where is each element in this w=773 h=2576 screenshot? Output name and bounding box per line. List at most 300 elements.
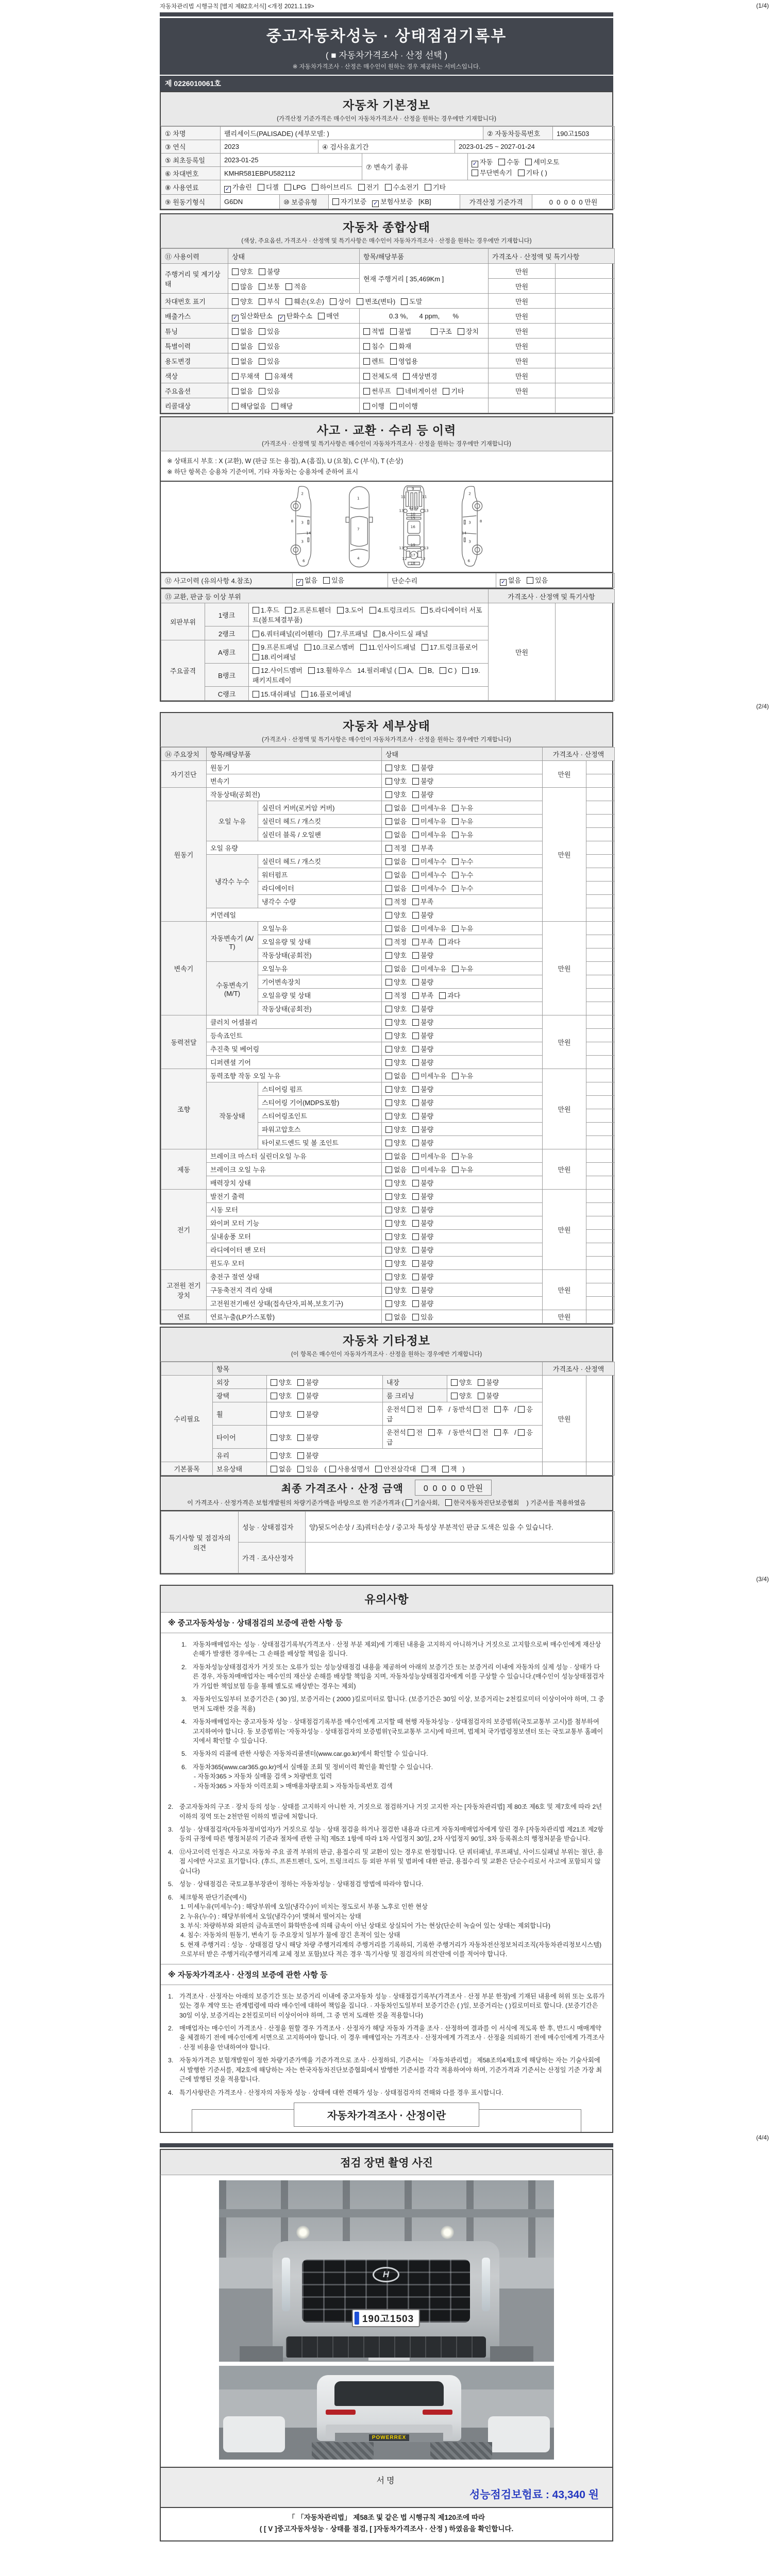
- transmission-options: [468, 154, 615, 180]
- checkbox-있음[interactable]: [259, 328, 265, 335]
- checkbox-매연[interactable]: [318, 313, 325, 319]
- checkbox-미세누수[interactable]: [412, 858, 419, 865]
- label-accident-history: ⑫ 사고이력 (유의사항 4.참조): [161, 573, 293, 588]
- checkbox-부족[interactable]: [412, 845, 419, 852]
- checkbox-11.인사이드패널[interactable]: [360, 644, 367, 651]
- checkbox-해당[interactable]: [272, 403, 278, 410]
- checkbox-사용설명서[interactable]: [329, 1466, 336, 1472]
- transmission-checkboxes-2: [472, 167, 611, 177]
- checkbox-LPG[interactable]: [284, 184, 291, 191]
- background-car-left: [223, 2416, 285, 2452]
- checkbox-자기보증[interactable]: [332, 198, 339, 205]
- checkbox-미세누유[interactable]: [412, 965, 419, 972]
- checkbox-3.도어[interactable]: [337, 607, 344, 614]
- checkbox-12.사이드멤버[interactable]: [253, 667, 259, 674]
- checkbox-양호[interactable]: [451, 1393, 458, 1399]
- checkbox-부식[interactable]: [259, 298, 265, 305]
- checkbox-양호[interactable]: [271, 1379, 277, 1386]
- checkbox-양호[interactable]: [385, 1220, 392, 1227]
- checkbox-불량[interactable]: [478, 1379, 484, 1386]
- checkbox-불량[interactable]: [412, 1059, 419, 1066]
- checkbox-불량[interactable]: [412, 1274, 419, 1280]
- checkbox-적정[interactable]: [385, 899, 392, 905]
- value-engine-type: G6DN: [221, 195, 280, 209]
- checkbox-불량[interactable]: [297, 1393, 304, 1399]
- checkbox-하이브리드[interactable]: [312, 184, 318, 191]
- remarks-cell: [586, 1376, 615, 1462]
- checkbox-불량[interactable]: [412, 778, 419, 785]
- checkbox-네비게이션[interactable]: [397, 388, 404, 395]
- checkbox-불량[interactable]: [412, 912, 419, 919]
- checkbox-불량[interactable]: [412, 1300, 419, 1307]
- checkbox-양호[interactable]: [385, 1126, 392, 1133]
- vehicle-front: [273, 2241, 499, 2358]
- checkbox-부족[interactable]: [412, 899, 419, 905]
- checkbox-label: 있음: [267, 387, 280, 395]
- checkbox-없음[interactable]: [385, 885, 392, 892]
- checkbox-무채색[interactable]: [232, 373, 239, 380]
- checkbox-많음[interactable]: [232, 283, 239, 290]
- checkbox-없음[interactable]: [385, 1153, 392, 1160]
- checkbox-양호[interactable]: [385, 1019, 392, 1026]
- checkbox-있음[interactable]: [259, 388, 265, 395]
- checkbox-전[interactable]: [474, 1429, 480, 1436]
- checkbox-label: 양호: [394, 1300, 407, 1308]
- checkbox-응급[interactable]: [518, 1429, 525, 1436]
- checkbox-안전삼각대[interactable]: [375, 1466, 382, 1472]
- checkbox-잭[interactable]: [442, 1466, 449, 1472]
- device-group-원동기: 원동기: [161, 788, 207, 922]
- table-row: [161, 368, 615, 383]
- diagram-label-1: 1: [357, 496, 360, 501]
- checkbox-없음[interactable]: [232, 358, 239, 365]
- checkbox-양호[interactable]: [385, 1059, 392, 1066]
- checkbox-도말[interactable]: [401, 298, 408, 305]
- checkbox-불량[interactable]: [412, 1099, 419, 1106]
- price-cell: 만원: [543, 1069, 586, 1149]
- price-cell: 만원: [489, 603, 556, 701]
- checkbox-누유[interactable]: [452, 965, 459, 972]
- checkbox-영업용[interactable]: [390, 358, 397, 365]
- checkbox-label: 양호: [394, 1032, 407, 1040]
- checkbox-4.트렁크리드[interactable]: [369, 607, 376, 614]
- checkbox-양호[interactable]: [385, 952, 392, 959]
- lift-arm-right: [490, 2346, 533, 2362]
- checkbox-적정[interactable]: [385, 845, 392, 852]
- checkbox-6.쿼터패널(리어휀더)[interactable]: [253, 631, 259, 637]
- checkbox-적법[interactable]: [363, 328, 370, 335]
- checkbox-없음[interactable]: ✓: [500, 579, 506, 585]
- checkbox-무단변속기[interactable]: [472, 170, 478, 176]
- checkbox-불량[interactable]: [412, 1086, 419, 1093]
- checkbox-label: 불량: [421, 1260, 434, 1267]
- checkbox-불량[interactable]: [412, 791, 419, 798]
- checkbox-양호[interactable]: [385, 1193, 392, 1200]
- checkbox-후[interactable]: [494, 1406, 501, 1413]
- checkbox-미세누유[interactable]: [412, 1073, 419, 1079]
- notice-subitem: 1. 미세누유(미세누수) : 해당부위에 오일(냉각수)이 비치는 정도로서 부품 노후로 인한 현상: [180, 1903, 428, 1911]
- vehicle-rear: [317, 2375, 461, 2441]
- checkbox-불량[interactable]: [412, 1032, 419, 1039]
- exterior-checkboxes: [267, 1376, 383, 1389]
- checkbox-label: 10.크로스멤버: [312, 643, 355, 651]
- checkbox-후[interactable]: [494, 1429, 501, 1436]
- checkbox-수동[interactable]: [498, 159, 505, 165]
- checkbox-양호[interactable]: [385, 1207, 392, 1213]
- remarks-cell: [586, 1216, 615, 1230]
- checkbox-불량[interactable]: [297, 1411, 304, 1418]
- checkbox-전체도색[interactable]: [363, 373, 370, 380]
- checkbox-없음[interactable]: [385, 1166, 392, 1173]
- checkbox-탄화수소[interactable]: ✓: [279, 314, 284, 321]
- checkbox-양호[interactable]: [271, 1452, 277, 1459]
- checkbox-label: 훼손(오손): [294, 297, 325, 306]
- checkbox-label: 상이: [338, 297, 351, 306]
- checkbox-없음[interactable]: [385, 1073, 392, 1079]
- checkbox-불량[interactable]: [259, 268, 265, 275]
- inspector-comment: 양)뒷도어손상 / 조)쿼터손상 / 중고차 특성상 부분적인 판금 도색은 있을 수 있습니다.: [306, 1512, 615, 1543]
- checkbox-불량[interactable]: [412, 952, 419, 959]
- checkbox-불량[interactable]: [297, 1434, 304, 1441]
- remarks-cell: [556, 324, 615, 338]
- checkbox-label: 17.트렁크플로어: [429, 643, 478, 651]
- checkbox-A,[interactable]: [399, 667, 406, 674]
- checkbox-8.사이드실 패널[interactable]: [374, 631, 380, 637]
- cell: 수동변속기 (M/T): [207, 962, 258, 1015]
- checkbox-양호[interactable]: [385, 1086, 392, 1093]
- checkbox-label: 12.사이드멤버: [261, 667, 303, 674]
- definition-box-title: 자동차가격조사 · 산정이란: [294, 2103, 479, 2127]
- checkbox-미세누유[interactable]: [412, 1153, 419, 1160]
- checkbox-19.패키지트레이[interactable]: [462, 667, 469, 674]
- checkbox-15.대쉬패널[interactable]: [253, 691, 259, 698]
- checkbox-가솔린[interactable]: ✓: [225, 186, 230, 192]
- checkbox-10.크로스멤버[interactable]: [305, 644, 311, 651]
- checkbox-불량[interactable]: [412, 765, 419, 771]
- checkbox-양호[interactable]: [232, 268, 239, 275]
- checkbox-미이행[interactable]: [390, 403, 397, 410]
- checkbox-양호[interactable]: [385, 1180, 392, 1187]
- label-car-name: ① 차명: [161, 127, 221, 140]
- checkbox-미세누수[interactable]: [412, 885, 419, 892]
- cell: [382, 1230, 543, 1243]
- row-room-cleaning: 룸 크리닝: [383, 1389, 447, 1402]
- checkbox-미세누수[interactable]: [412, 872, 419, 878]
- checkbox-B,[interactable]: [419, 667, 426, 674]
- cell: [382, 801, 543, 815]
- checkbox-양호[interactable]: [385, 1300, 392, 1307]
- checkbox-디젤[interactable]: [258, 184, 264, 191]
- checkbox-label: 수동: [507, 158, 520, 166]
- cell: 변속기: [207, 774, 382, 788]
- checkbox-썬루프[interactable]: [363, 388, 370, 395]
- checkbox-해당없음[interactable]: [232, 403, 239, 410]
- checkbox-누수[interactable]: [452, 872, 459, 878]
- seat-passenger-label: 동반석: [452, 1429, 472, 1436]
- checkbox-적음[interactable]: [285, 283, 292, 290]
- checkbox-장치[interactable]: [458, 328, 464, 335]
- checkbox-없음[interactable]: ✓: [297, 579, 303, 585]
- col-exchange-parts: ⑬ 교환, 판금 등 이상 부위: [161, 589, 489, 603]
- checkbox-불량[interactable]: [412, 1046, 419, 1053]
- checkbox-전기[interactable]: [358, 184, 365, 191]
- checkbox-전[interactable]: [408, 1406, 414, 1413]
- checkbox-기타 ( )[interactable]: [518, 170, 525, 176]
- price-appraisal-definition-box: [192, 2109, 581, 2133]
- checkbox-label: 있음: [267, 357, 280, 365]
- checkbox-양호[interactable]: [385, 1260, 392, 1267]
- checkbox-양호[interactable]: [271, 1393, 277, 1399]
- checkbox-18.리어패널[interactable]: [253, 654, 259, 660]
- checkbox-전[interactable]: [408, 1429, 414, 1436]
- checkbox-없음[interactable]: [385, 832, 392, 838]
- checkbox-있음[interactable]: [412, 1314, 419, 1320]
- checkbox-없음[interactable]: [385, 965, 392, 972]
- checkbox-불량[interactable]: [478, 1393, 484, 1399]
- checkbox-침수[interactable]: [363, 343, 370, 350]
- lift-crossbeam: [335, 2433, 443, 2442]
- checkbox-미세누유[interactable]: [412, 1166, 419, 1173]
- checkbox-양호[interactable]: [385, 778, 392, 785]
- checkbox-양호[interactable]: [385, 1006, 392, 1012]
- notice-item: 2. 매매업자는 매수인이 가격조사 · 산정을 원할 경우 가격조사 · 산정자가 해당 자동차 가격을 조사 · 산정하여 결과를 이 서식에 적도록 한 후, 반드시 매매계약을 체결하기 전에 매수인에게 서면으로 고지하여야 합니다. 이 경우 매매업자는 가격조사 · 산정자에게 가격조사 · 산정을 의뢰하기 전에 매수인에게 가격조사 · 산정 비용을 안내하여야 합니다.: [168, 2025, 604, 2051]
- checkbox-label: 양호: [394, 1206, 407, 1214]
- checkbox-보험사보증[interactable]: ✓: [373, 200, 378, 207]
- checkbox-label: 3.도어: [345, 606, 364, 614]
- checkbox-양호[interactable]: [451, 1379, 458, 1386]
- checkbox-양호[interactable]: [232, 298, 239, 305]
- checkbox-2.프론트휀더[interactable]: [285, 607, 292, 614]
- checkbox-불량[interactable]: [412, 1126, 419, 1133]
- diagram-label-3: 3: [301, 539, 304, 544]
- checkbox-누유[interactable]: [452, 1073, 459, 1079]
- usage-change-kind-checkboxes: [360, 353, 489, 368]
- cell: [382, 962, 543, 975]
- checkbox-label: 적정: [394, 898, 407, 906]
- checkbox-16.플로어패널[interactable]: [301, 691, 308, 698]
- diagram-label-14: 14: [461, 531, 467, 536]
- checkbox-불량[interactable]: [412, 1180, 419, 1187]
- checkbox-1.후드[interactable]: [253, 607, 259, 614]
- checkbox-자동[interactable]: ✓: [472, 160, 478, 167]
- checkbox-label: C ): [448, 667, 457, 674]
- notice-sublist-1: [174, 1633, 612, 1795]
- checkbox-없음[interactable]: [385, 805, 392, 811]
- checkbox-누유[interactable]: [452, 1166, 459, 1173]
- checkbox-수소전기[interactable]: [385, 184, 392, 191]
- checkbox-과다[interactable]: [439, 992, 446, 999]
- checkbox-양호[interactable]: [385, 1046, 392, 1053]
- checkbox-양호[interactable]: [385, 912, 392, 919]
- checkbox-기타[interactable]: [425, 184, 431, 191]
- checkbox-없음[interactable]: [232, 328, 239, 335]
- checkbox-불량[interactable]: [412, 1233, 419, 1240]
- checkbox-label: 전: [481, 1429, 489, 1436]
- checkbox-전[interactable]: [474, 1406, 480, 1413]
- checkbox-있음[interactable]: [297, 1466, 304, 1472]
- form-reference-line: [160, 0, 769, 12]
- checkbox-불량[interactable]: [412, 1207, 419, 1213]
- checkbox-양호[interactable]: [385, 1287, 392, 1294]
- checkbox-label: 부족: [421, 844, 434, 852]
- remarks-cell: [586, 828, 615, 841]
- checkbox-불량[interactable]: [412, 1019, 419, 1026]
- checkbox-9.프론트패널[interactable]: [253, 644, 259, 651]
- diagram-label-11: 11: [422, 494, 427, 499]
- checkbox-있음[interactable]: [259, 343, 265, 350]
- checkbox-잭[interactable]: [422, 1466, 428, 1472]
- checkbox-label: 무채색: [240, 372, 260, 380]
- remarks-cell: [556, 368, 615, 383]
- checkbox-label: 양호: [459, 1392, 473, 1400]
- checkbox-한국자동차진단보증협회[interactable]: [445, 1499, 452, 1506]
- checkbox-label: 16.플로어패널: [310, 690, 352, 698]
- checkbox-17.트렁크플로어[interactable]: [422, 644, 428, 651]
- checkbox-양호[interactable]: [385, 1113, 392, 1120]
- checkbox-불량[interactable]: [412, 1140, 419, 1146]
- recall-done-checkboxes: [360, 398, 489, 413]
- device-group-고전원 전기장치: 고전원 전기장치: [161, 1270, 207, 1310]
- checkbox-불량[interactable]: [412, 1220, 419, 1227]
- checkbox-기술사회,[interactable]: [406, 1499, 412, 1506]
- checkbox-label: 양호: [394, 952, 407, 959]
- checkbox-불량[interactable]: [412, 979, 419, 986]
- checkbox-없음[interactable]: [385, 818, 392, 825]
- color-checkboxes: [228, 368, 360, 383]
- checkbox-미세누유[interactable]: [412, 805, 419, 811]
- checkbox-label: 없음: [240, 357, 254, 365]
- checkbox-양호[interactable]: [385, 1140, 392, 1146]
- checkbox-label: 후: [502, 1429, 509, 1436]
- checkbox-5.라디에이터 서포트(볼트체결부품)[interactable]: [421, 607, 428, 614]
- checkbox-후[interactable]: [428, 1406, 435, 1413]
- checkbox-불량[interactable]: [412, 1193, 419, 1200]
- cell: 배력장치 상태: [207, 1176, 382, 1190]
- checkbox-C )[interactable]: [440, 667, 446, 674]
- remarks-cell: [586, 1149, 615, 1163]
- checkbox-미세누유[interactable]: [412, 818, 419, 825]
- checkbox-없음[interactable]: [271, 1466, 277, 1472]
- checkbox-있음[interactable]: [259, 358, 265, 365]
- emission-checkboxes: [228, 309, 360, 324]
- checkbox-누유[interactable]: [452, 805, 459, 811]
- checkbox-적정[interactable]: [385, 939, 392, 945]
- checkbox-label: 없음: [394, 818, 407, 825]
- checkbox-양호[interactable]: [271, 1411, 277, 1418]
- remarks-cell: [586, 895, 615, 908]
- checkbox-화재[interactable]: [390, 343, 397, 350]
- checkbox-양호[interactable]: [271, 1434, 277, 1441]
- checkbox-누수[interactable]: [452, 858, 459, 865]
- checkbox-부족[interactable]: [412, 939, 419, 945]
- checkbox-렌트[interactable]: [363, 358, 370, 365]
- remarks-cell: [586, 962, 615, 975]
- checkbox-과다[interactable]: [439, 939, 446, 945]
- checkbox-후[interactable]: [428, 1429, 435, 1436]
- checkbox-양호[interactable]: [385, 1274, 392, 1280]
- table-row: [161, 264, 615, 279]
- checkbox-누유[interactable]: [452, 832, 459, 838]
- checkbox-양호[interactable]: [385, 979, 392, 986]
- checkbox-label: 부족: [421, 992, 434, 999]
- checkbox-누유[interactable]: [452, 1153, 459, 1160]
- checkbox-부족[interactable]: [412, 992, 419, 999]
- notice-subitem: 2. 누유(누수) : 해당부위에서 오일(냉각수)이 맺혀서 떨어지는 상태: [180, 1912, 361, 1920]
- checkbox-label: 적음: [294, 282, 307, 291]
- checkbox-label: 해당: [280, 402, 293, 410]
- checkbox-미세누유[interactable]: [412, 925, 419, 932]
- checkbox-label: 후: [436, 1405, 443, 1413]
- checkbox-유채색[interactable]: [265, 373, 272, 380]
- checkbox-불량[interactable]: [297, 1379, 304, 1386]
- checkbox-훼손(오손)[interactable]: [285, 298, 292, 305]
- checkbox-색상변경[interactable]: [403, 373, 410, 380]
- checkbox-적정[interactable]: [385, 992, 392, 999]
- checkbox-세미오토[interactable]: [525, 159, 532, 165]
- checkbox-불법[interactable]: [390, 328, 397, 335]
- notice-title: 유의사항: [161, 1586, 612, 1613]
- checkbox-양호[interactable]: [385, 765, 392, 771]
- checkbox-양호[interactable]: [385, 1032, 392, 1039]
- checkbox-label: 부식: [267, 297, 280, 306]
- checkbox-불량[interactable]: [412, 1113, 419, 1120]
- checkbox-불량[interactable]: [412, 1006, 419, 1012]
- checkbox-누유[interactable]: [452, 818, 459, 825]
- checkbox-없음[interactable]: [232, 388, 239, 395]
- checkbox-상이[interactable]: [330, 298, 337, 305]
- checkbox-있음[interactable]: [323, 577, 330, 584]
- cell: [382, 1042, 543, 1056]
- checkbox-없음[interactable]: [385, 1314, 392, 1320]
- checkbox-누유[interactable]: [452, 925, 459, 932]
- color-change-checkboxes: [360, 368, 489, 383]
- remarks-cell: [586, 1136, 615, 1149]
- checkbox-13.휠하우스[interactable]: [308, 667, 315, 674]
- checkbox-없음[interactable]: [385, 872, 392, 878]
- checkbox-없음[interactable]: [385, 858, 392, 865]
- diagram-label-12: 12: [421, 556, 426, 561]
- checkbox-있음[interactable]: [527, 577, 533, 584]
- checkbox-구조[interactable]: [431, 328, 438, 335]
- rank1-part-checkboxes: [249, 603, 489, 626]
- notice-section: [160, 1585, 613, 2133]
- checkbox-양호[interactable]: [385, 1233, 392, 1240]
- checkbox-양호[interactable]: [385, 791, 392, 798]
- price-cell: 만원: [543, 761, 586, 788]
- cell: [382, 895, 543, 908]
- checkbox-기타[interactable]: [443, 388, 449, 395]
- checkbox-보통[interactable]: [259, 283, 265, 290]
- checkbox-양호[interactable]: [385, 1099, 392, 1106]
- checkbox-7.루프패널[interactable]: [328, 631, 335, 637]
- checkbox-변조(변타)[interactable]: [357, 298, 363, 305]
- checkbox-누수[interactable]: [452, 885, 459, 892]
- checkbox-불량[interactable]: [297, 1452, 304, 1459]
- checkbox-응급[interactable]: [518, 1406, 525, 1413]
- checkbox-불량[interactable]: [412, 1260, 419, 1267]
- tuning-checkboxes: [228, 324, 360, 338]
- checkbox-미세누유[interactable]: [412, 832, 419, 838]
- checkbox-없음[interactable]: [385, 925, 392, 932]
- checkbox-없음[interactable]: [232, 343, 239, 350]
- col-price: 가격조사 · 산정액: [543, 748, 615, 761]
- state-code-note: ※ 상태표시 부호 : X (교환), W (판금 또는 용접), A (흠집), U (요철), C (부식), T (손상): [167, 457, 404, 465]
- checkbox-양호[interactable]: [385, 1247, 392, 1253]
- checkbox-이행[interactable]: [363, 403, 370, 410]
- checkbox-일산화탄소[interactable]: ✓: [232, 314, 238, 321]
- checkbox-불량[interactable]: [412, 1247, 419, 1253]
- checkbox-불량[interactable]: [412, 1287, 419, 1294]
